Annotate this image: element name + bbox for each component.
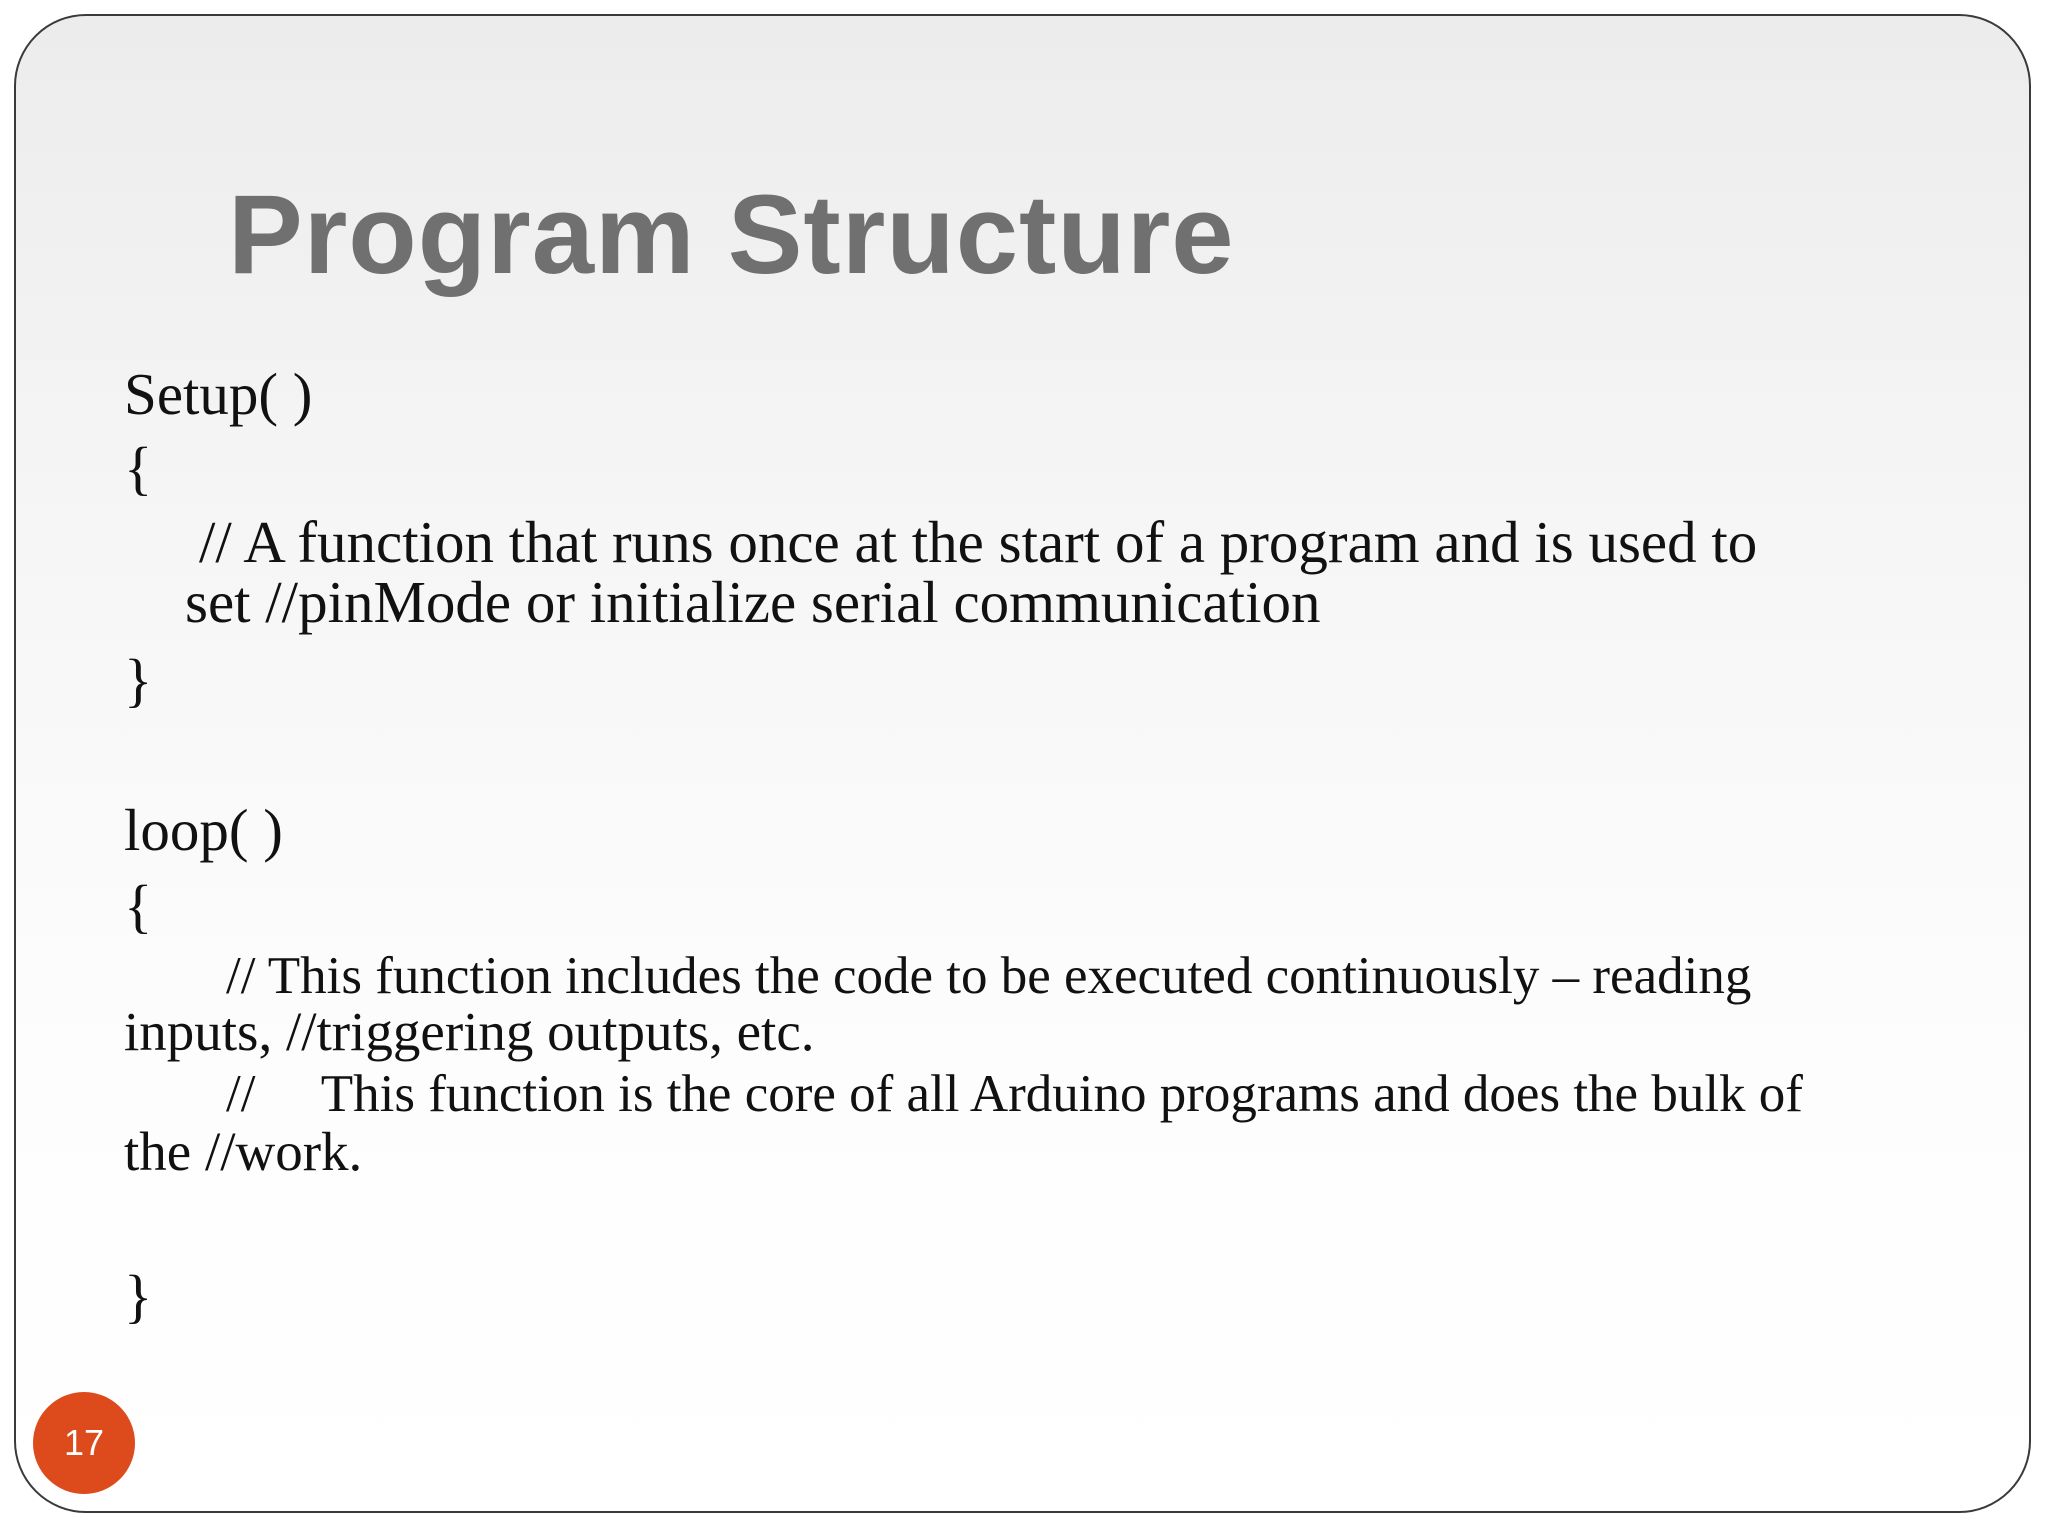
loop-open-brace: {	[124, 873, 153, 939]
loop-comment-1-line-1: // This function includes the code to be executed continuously – reading	[226, 947, 1752, 1005]
loop-comment-2-line-2: the //work.	[124, 1121, 363, 1182]
page-number-badge	[33, 1392, 135, 1494]
setup-close-brace: }	[124, 647, 153, 713]
setup-comment-line-2: set //pinMode or initialize serial communication	[185, 569, 1321, 635]
setup-open-brace: {	[124, 435, 153, 501]
setup-comment-line-1: // A function that runs once at the start of a program and is used to	[199, 509, 1758, 575]
loop-comment-2-line-1: // This function is the core of all Arduino programs and does the bulk of	[226, 1065, 1803, 1123]
setup-signature: Setup( )	[124, 361, 313, 427]
loop-comment-1-line-2: inputs, //triggering outputs, etc.	[124, 1001, 815, 1062]
loop-close-brace: }	[124, 1263, 153, 1329]
loop-signature: loop( )	[124, 797, 283, 863]
page-number: 17	[63, 1422, 105, 1463]
slide-title: Program Structure	[228, 172, 1235, 297]
